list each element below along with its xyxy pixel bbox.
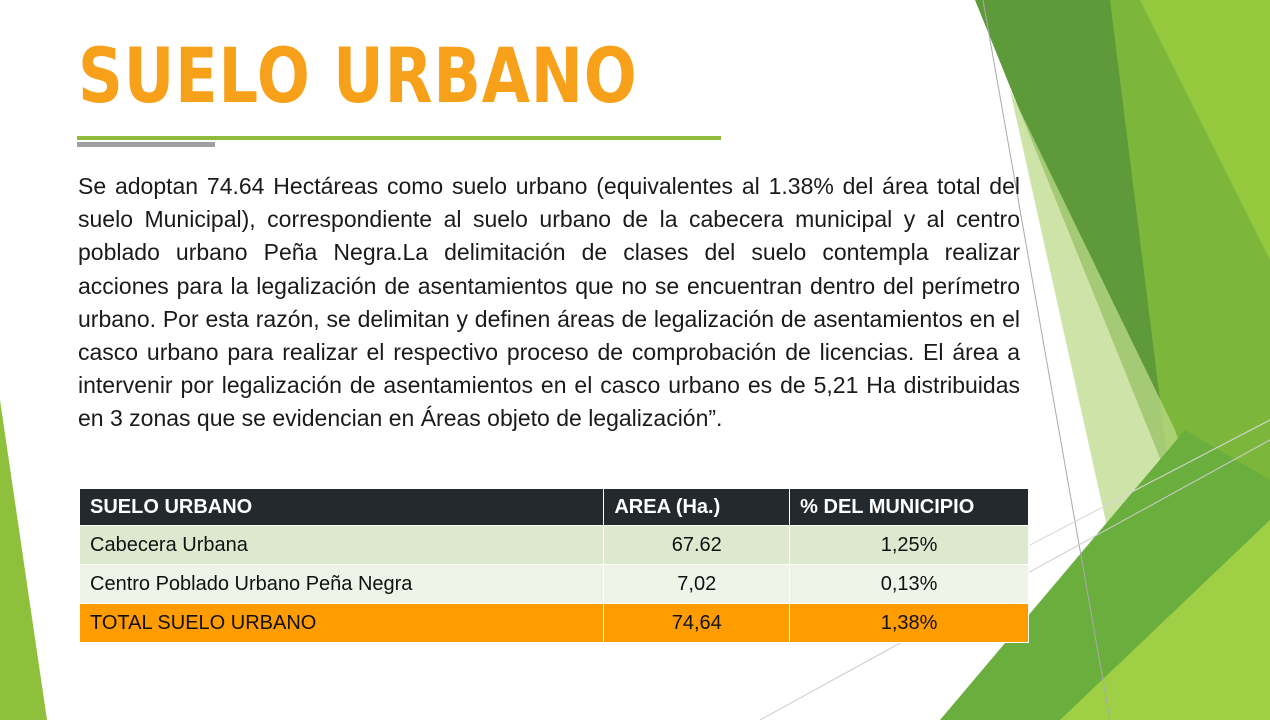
table-header-row [80, 489, 1029, 526]
table-cell-area: 74,64 [604, 604, 790, 643]
column-header-area: AREA (Ha.) [604, 489, 790, 526]
column-header-suelo: SUELO URBANO [80, 489, 604, 526]
body-paragraph: Se adoptan 74.64 Hectáreas como suelo urbano (equivalentes al 1.38% del área total del suelo Municipal), correspondiente al suelo urbano de la cabecera municipal y al centro poblado urbano Peña Negra.La delimitación de clases del suelo contempla realizar acciones para la legalización de asentamientos que no se encuentran dentro del perímetro urbano. Por esta razón, se delimitan y definen áreas de legalización de asentamientos en el casco urbano para realizar el respectivo proceso de comprobación de licencias. El área a intervenir por legalización de asentamientos en el casco urbano es de 5,21 Ha distribuidas en 3 zonas que se evidencian en Áreas objeto de legalización”. [78, 173, 1020, 432]
table-cell-name: Centro Poblado Urbano Peña Negra [80, 565, 604, 604]
table-row [80, 526, 1029, 565]
table-cell-percent: 0,13% [790, 565, 1029, 604]
suelo-urbano-table [79, 488, 1029, 643]
table-cell-area: 67.62 [604, 526, 790, 565]
decor-shape-left-green [0, 400, 47, 720]
table-row [80, 565, 1029, 604]
table-cell-name: Cabecera Urbana [80, 526, 604, 565]
slide-title: SUELO URBANO [78, 31, 638, 120]
table-cell-name: TOTAL SUELO URBANO [80, 604, 604, 643]
table-total-row [80, 604, 1029, 643]
title-underline-accent [77, 142, 215, 147]
column-header-porcentaje: % DEL MUNICIPIO [790, 489, 1029, 526]
table-cell-percent: 1,38% [790, 604, 1029, 643]
table-cell-percent: 1,25% [790, 526, 1029, 565]
title-underline [77, 136, 721, 140]
table-cell-area: 7,02 [604, 565, 790, 604]
